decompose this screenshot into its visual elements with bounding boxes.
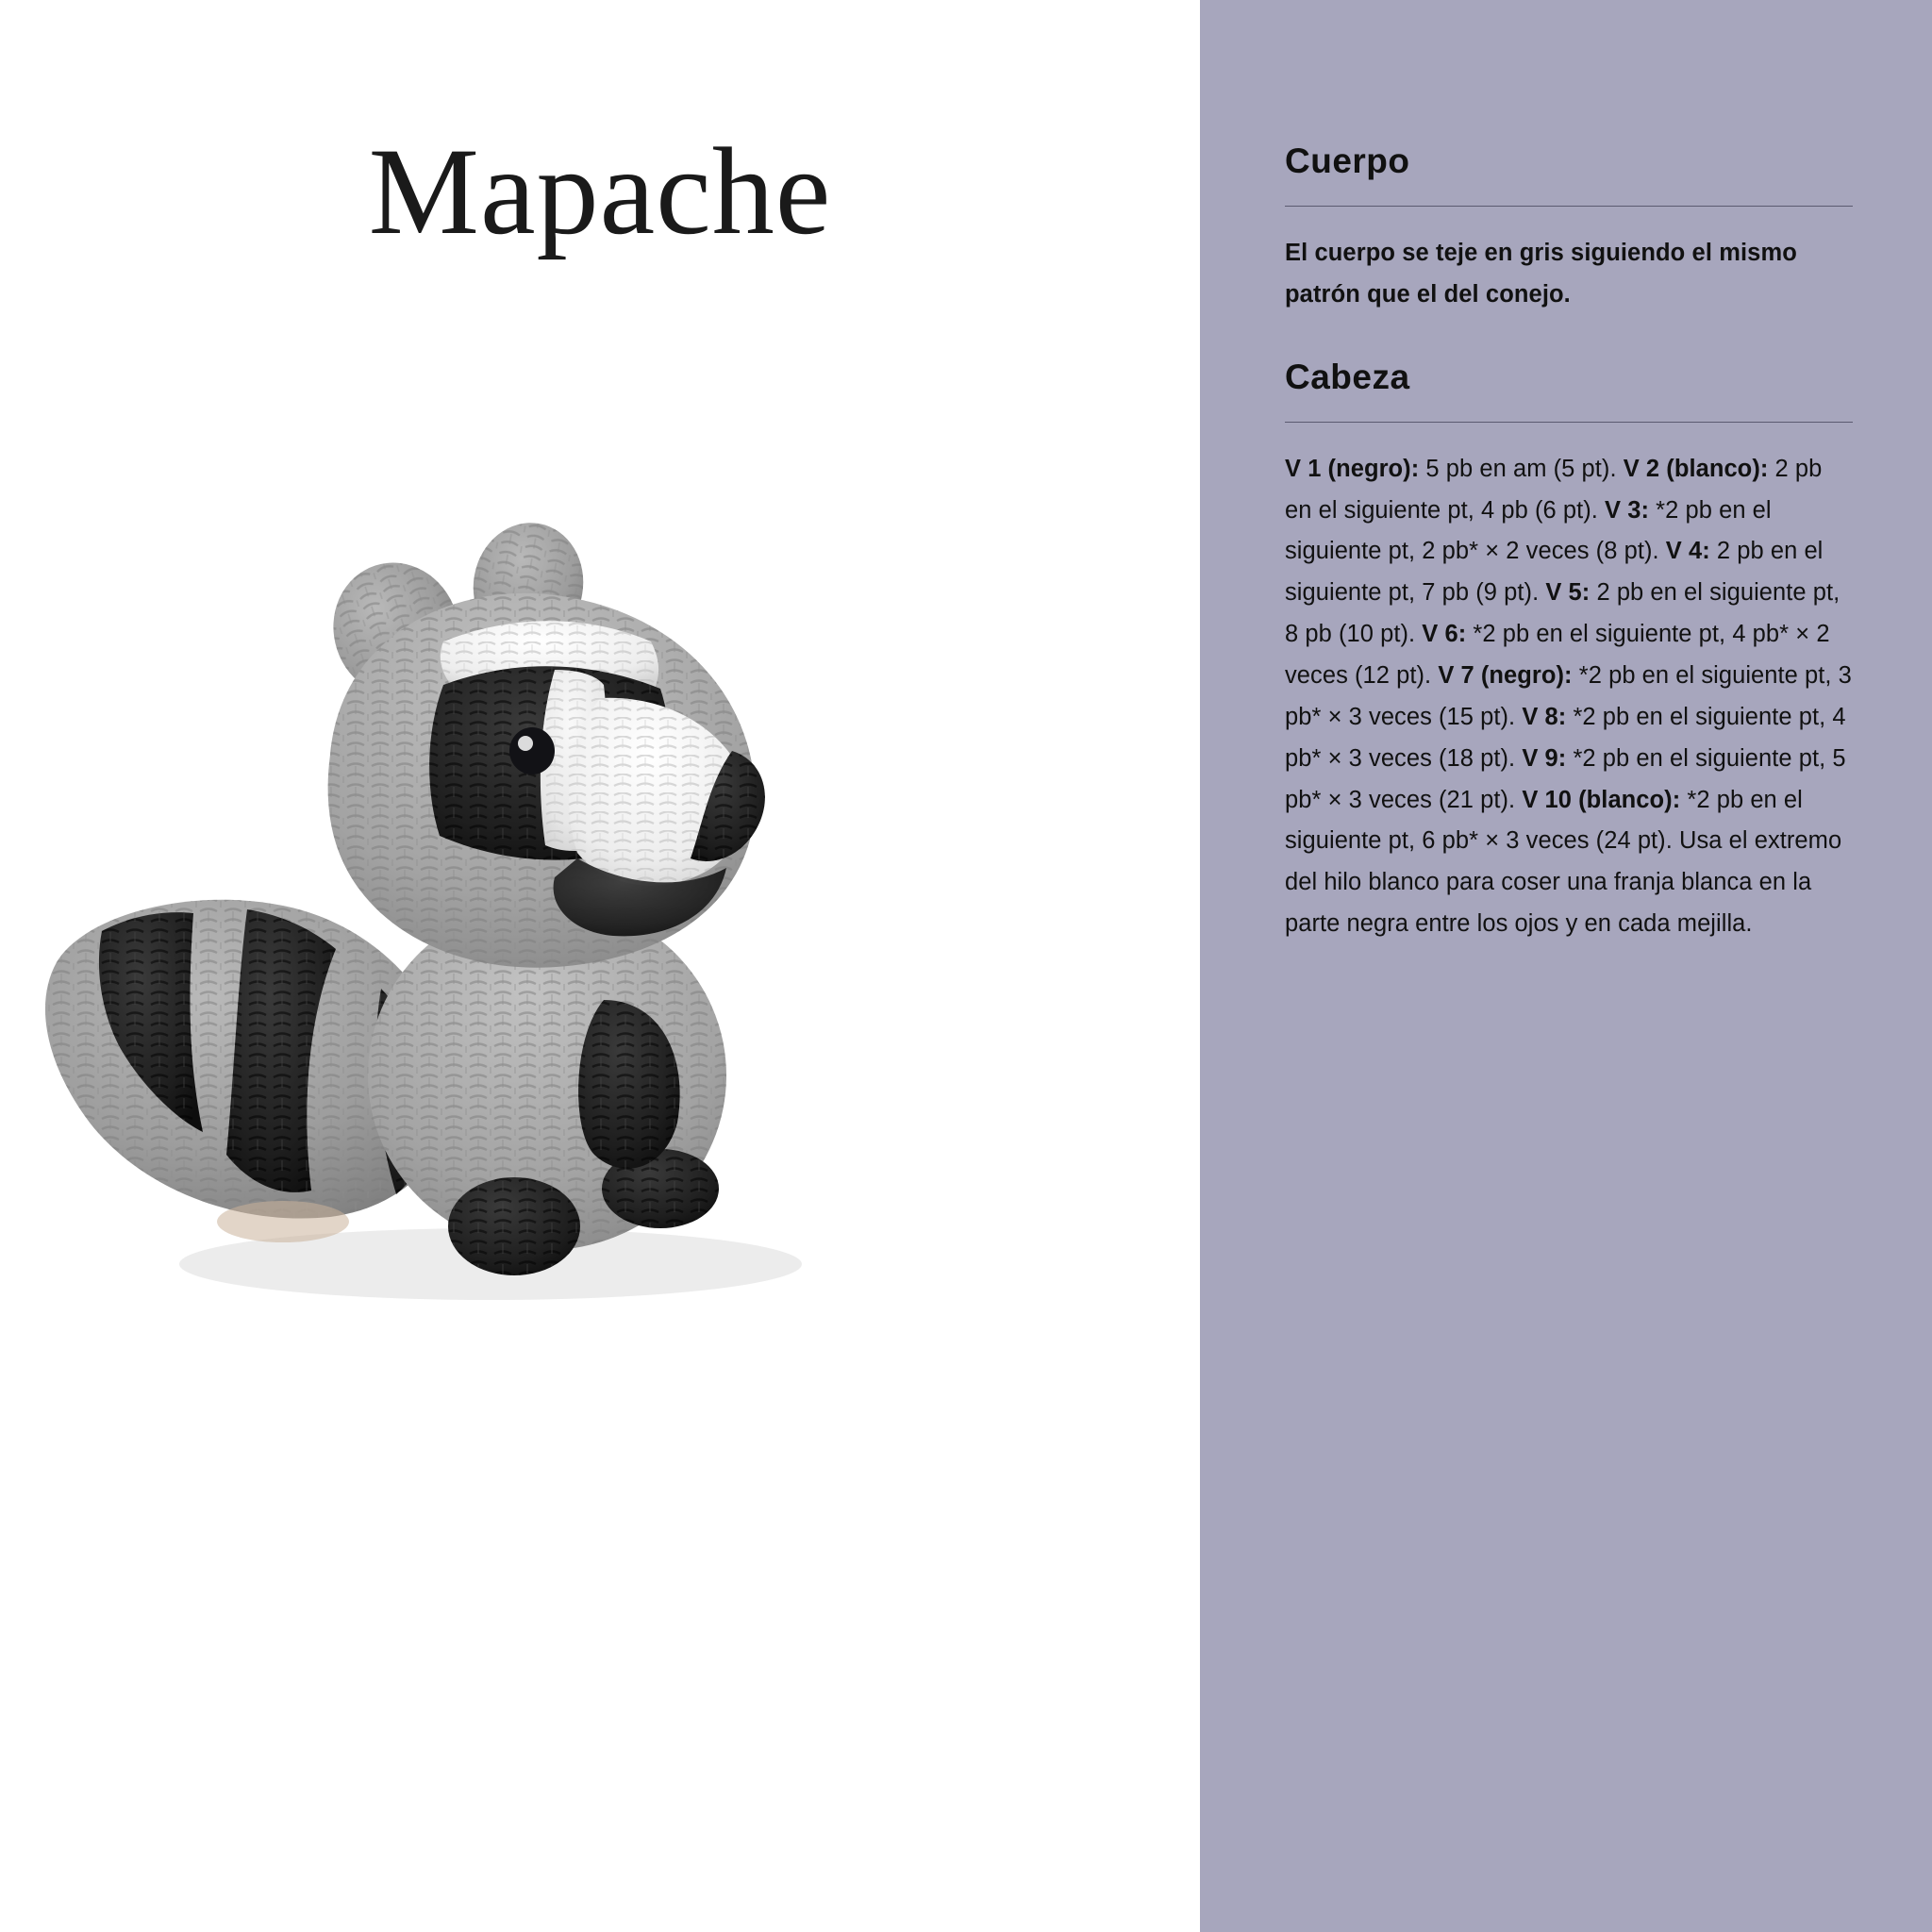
back-leg	[448, 1177, 580, 1275]
round-label: V 9:	[1522, 744, 1567, 772]
raccoon-illustration	[0, 472, 1200, 1509]
body-section-divider	[1285, 206, 1853, 207]
round-label: V 2 (blanco):	[1623, 455, 1769, 482]
head-rounds-list	[1285, 449, 1853, 945]
round-text: *2 pb en el siguiente pt, 3 pb* × 3 veces (15 pt).	[1285, 662, 1852, 730]
raccoon-photo	[0, 472, 1200, 1509]
round-label: V 5:	[1545, 579, 1591, 607]
round-text: *2 pb en el siguiente pt, 6 pb* × 3 veces (24 pt). Usa el extremo del hilo blanco para coser una franja blanca en la parte negra entre los ojos y en cada mejilla.	[1285, 786, 1842, 938]
round-label: V 10 (blanco):	[1522, 786, 1681, 813]
body-section-text: El cuerpo se teje en gris siguiendo el mismo patrón que el del conejo.	[1285, 240, 1797, 308]
round-label: V 8:	[1522, 703, 1567, 730]
round-label: V 3:	[1605, 496, 1650, 524]
round-text: 2 pb en el siguiente pt, 7 pb (9 pt).	[1285, 538, 1824, 607]
head	[328, 593, 765, 968]
instructions-panel	[1200, 0, 1932, 1932]
round-text: *2 pb en el siguiente pt, 2 pb* × 2 veces (8 pt).	[1285, 496, 1772, 565]
page-title: Mapache	[368, 122, 832, 260]
round-text: 5 pb en am (5 pt).	[1419, 455, 1617, 482]
round-line	[1285, 456, 1624, 482]
round-text: *2 pb en el siguiente pt, 4 pb* × 2 veces (12 pt).	[1285, 621, 1830, 690]
round-text: 2 pb en el siguiente pt, 4 pb (6 pt).	[1285, 455, 1823, 524]
round-label: V 7 (negro):	[1438, 662, 1573, 690]
round-text: 2 pb en el siguiente pt, 8 pb (10 pt).	[1285, 579, 1840, 648]
round-label: V 4:	[1665, 538, 1710, 565]
round-label: V 6:	[1422, 621, 1467, 648]
eye	[509, 727, 555, 774]
round-text: *2 pb en el siguiente pt, 5 pb* × 3 veces (21 pt).	[1285, 744, 1846, 813]
head-section-divider	[1285, 422, 1853, 423]
body-section-heading: Cuerpo	[1285, 142, 1410, 180]
round-text: *2 pb en el siguiente pt, 4 pb* × 3 veces (18 pt).	[1285, 703, 1846, 772]
round-label: V 1 (negro):	[1285, 455, 1420, 482]
head-section-heading: Cabeza	[1285, 357, 1410, 396]
